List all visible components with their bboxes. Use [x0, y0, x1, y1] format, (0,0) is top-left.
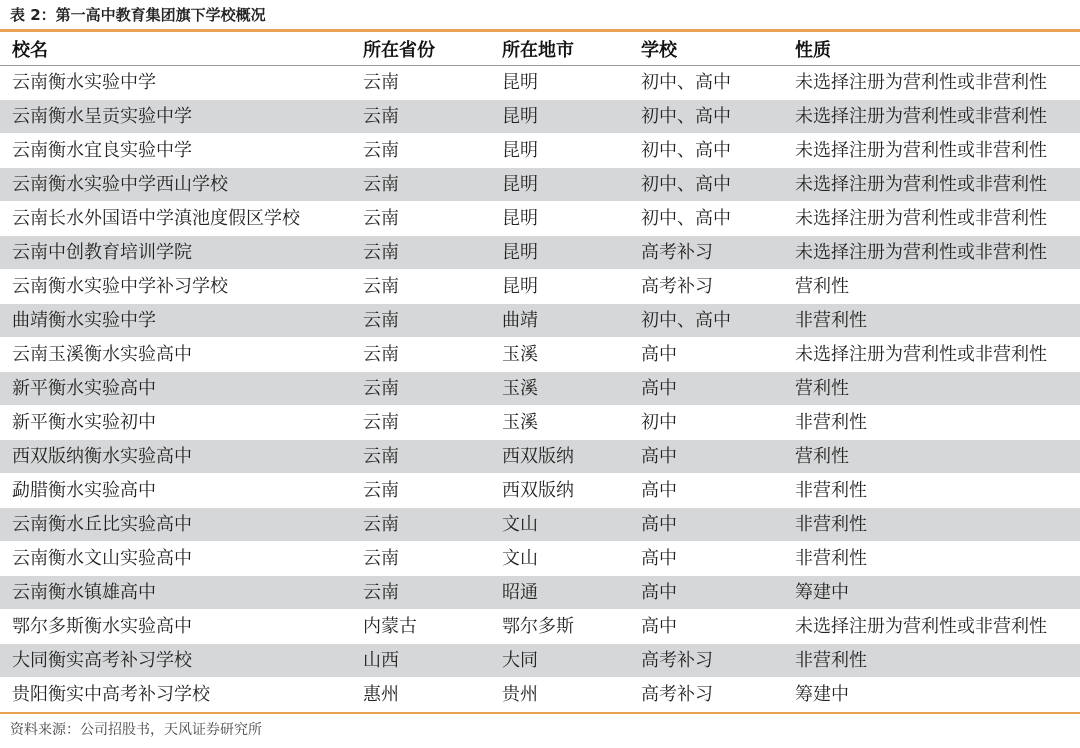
- cell-school-type: 初中、高中: [629, 66, 783, 100]
- cell-school-type: 高中: [629, 542, 783, 576]
- cell-city: 昭通: [490, 576, 629, 610]
- cell-nature: 未选择注册为营利性或非营利性: [783, 202, 1080, 236]
- cell-city: 鄂尔多斯: [490, 610, 629, 644]
- cell-school-name: 云南衡水丘比实验高中: [0, 508, 351, 542]
- table-row: [0, 270, 1080, 304]
- table-row: [0, 236, 1080, 270]
- cell-city: 昆明: [490, 100, 629, 134]
- cell-nature: 非营利性: [783, 406, 1080, 440]
- cell-province: 云南: [351, 304, 490, 338]
- cell-nature: 营利性: [783, 440, 1080, 474]
- table-row: [0, 406, 1080, 440]
- cell-province: 云南: [351, 338, 490, 372]
- table-caption: 表 2：第一高中教育集团旗下学校概况: [10, 6, 266, 24]
- cell-nature: 未选择注册为营利性或非营利性: [783, 168, 1080, 202]
- cell-city: 文山: [490, 508, 629, 542]
- table-row: [0, 678, 1080, 712]
- cell-province: 云南: [351, 372, 490, 406]
- header-school-name: 校名: [0, 32, 351, 66]
- cell-school-name: 新平衡水实验高中: [0, 372, 351, 406]
- cell-school-name: 新平衡水实验初中: [0, 406, 351, 440]
- cell-city: 昆明: [490, 202, 629, 236]
- header-nature: 性质: [783, 32, 1080, 66]
- cell-city: 曲靖: [490, 304, 629, 338]
- cell-province: 云南: [351, 440, 490, 474]
- cell-province: 山西: [351, 644, 490, 678]
- cell-city: 昆明: [490, 168, 629, 202]
- cell-province: 云南: [351, 406, 490, 440]
- cell-school-name: 云南衡水呈贡实验中学: [0, 100, 351, 134]
- cell-nature: 营利性: [783, 270, 1080, 304]
- cell-school-name: 云南衡水实验中学: [0, 66, 351, 100]
- cell-school-name: 云南长水外国语中学滇池度假区学校: [0, 202, 351, 236]
- cell-school-type: 高中: [629, 372, 783, 406]
- cell-province: 云南: [351, 270, 490, 304]
- cell-province: 内蒙古: [351, 610, 490, 644]
- cell-province: 云南: [351, 202, 490, 236]
- table-row: [0, 168, 1080, 202]
- cell-school-type: 初中: [629, 406, 783, 440]
- cell-province: 云南: [351, 66, 490, 100]
- cell-city: 文山: [490, 542, 629, 576]
- cell-province: 云南: [351, 508, 490, 542]
- cell-province: 云南: [351, 236, 490, 270]
- cell-school-name: 云南衡水文山实验高中: [0, 542, 351, 576]
- cell-school-type: 初中、高中: [629, 100, 783, 134]
- table-row: [0, 134, 1080, 168]
- cell-school-type: 初中、高中: [629, 168, 783, 202]
- header-school-type: 学校: [629, 32, 783, 66]
- cell-school-type: 高考补习: [629, 270, 783, 304]
- cell-nature: 未选择注册为营利性或非营利性: [783, 134, 1080, 168]
- cell-school-type: 高考补习: [629, 678, 783, 712]
- cell-school-name: 西双版纳衡水实验高中: [0, 440, 351, 474]
- cell-nature: 非营利性: [783, 542, 1080, 576]
- cell-nature: 非营利性: [783, 508, 1080, 542]
- table-row: [0, 338, 1080, 372]
- cell-school-name: 云南玉溪衡水实验高中: [0, 338, 351, 372]
- cell-school-name: 云南衡水宜良实验中学: [0, 134, 351, 168]
- table-row: [0, 576, 1080, 610]
- cell-school-name: 勐腊衡水实验高中: [0, 474, 351, 508]
- table-row: [0, 610, 1080, 644]
- table-row: [0, 372, 1080, 406]
- cell-province: 云南: [351, 474, 490, 508]
- header-province: 所在省份: [351, 32, 490, 66]
- cell-school-name: 鄂尔多斯衡水实验高中: [0, 610, 351, 644]
- cell-city: 玉溪: [490, 338, 629, 372]
- cell-province: 云南: [351, 134, 490, 168]
- table-row: [0, 508, 1080, 542]
- cell-nature: 非营利性: [783, 474, 1080, 508]
- cell-school-type: 初中、高中: [629, 202, 783, 236]
- schools-table: [0, 32, 1080, 712]
- table-row: [0, 66, 1080, 100]
- cell-city: 玉溪: [490, 372, 629, 406]
- cell-nature: 非营利性: [783, 644, 1080, 678]
- cell-province: 云南: [351, 576, 490, 610]
- cell-nature: 未选择注册为营利性或非营利性: [783, 610, 1080, 644]
- cell-nature: 非营利性: [783, 304, 1080, 338]
- cell-school-type: 高考补习: [629, 236, 783, 270]
- table-row: [0, 440, 1080, 474]
- cell-city: 玉溪: [490, 406, 629, 440]
- cell-province: 惠州: [351, 678, 490, 712]
- cell-nature: 未选择注册为营利性或非营利性: [783, 66, 1080, 100]
- cell-school-type: 初中、高中: [629, 304, 783, 338]
- table-row: [0, 100, 1080, 134]
- cell-school-name: 云南衡水镇雄高中: [0, 576, 351, 610]
- cell-nature: 未选择注册为营利性或非营利性: [783, 236, 1080, 270]
- cell-school-name: 云南衡水实验中学西山学校: [0, 168, 351, 202]
- cell-city: 西双版纳: [490, 440, 629, 474]
- cell-school-name: 曲靖衡水实验中学: [0, 304, 351, 338]
- cell-province: 云南: [351, 100, 490, 134]
- bottom-divider: [0, 712, 1080, 714]
- cell-nature: 未选择注册为营利性或非营利性: [783, 338, 1080, 372]
- cell-school-type: 高中: [629, 610, 783, 644]
- cell-province: 云南: [351, 168, 490, 202]
- table-row: [0, 542, 1080, 576]
- cell-city: 昆明: [490, 270, 629, 304]
- cell-city: 大同: [490, 644, 629, 678]
- cell-province: 云南: [351, 542, 490, 576]
- cell-city: 昆明: [490, 66, 629, 100]
- cell-city: 昆明: [490, 236, 629, 270]
- cell-city: 西双版纳: [490, 474, 629, 508]
- cell-school-type: 初中、高中: [629, 134, 783, 168]
- header-row: [0, 32, 1080, 66]
- cell-school-name: 贵阳衡实中高考补习学校: [0, 678, 351, 712]
- cell-school-name: 大同衡实高考补习学校: [0, 644, 351, 678]
- cell-city: 昆明: [490, 134, 629, 168]
- cell-school-type: 高中: [629, 474, 783, 508]
- cell-school-name: 云南中创教育培训学院: [0, 236, 351, 270]
- source-note: 资料来源：公司招股书，天风证券研究所: [10, 722, 262, 738]
- header-city: 所在地市: [490, 32, 629, 66]
- cell-nature: 营利性: [783, 372, 1080, 406]
- table-row: [0, 644, 1080, 678]
- cell-school-type: 高中: [629, 576, 783, 610]
- table-row: [0, 474, 1080, 508]
- cell-school-name: 云南衡水实验中学补习学校: [0, 270, 351, 304]
- table-body: [0, 66, 1080, 712]
- cell-nature: 未选择注册为营利性或非营利性: [783, 100, 1080, 134]
- cell-city: 贵州: [490, 678, 629, 712]
- cell-school-type: 高考补习: [629, 644, 783, 678]
- table-header: [0, 32, 1080, 66]
- cell-school-type: 高中: [629, 338, 783, 372]
- table-row: [0, 304, 1080, 338]
- cell-nature: 筹建中: [783, 576, 1080, 610]
- cell-nature: 筹建中: [783, 678, 1080, 712]
- cell-school-type: 高中: [629, 508, 783, 542]
- cell-school-type: 高中: [629, 440, 783, 474]
- table-row: [0, 202, 1080, 236]
